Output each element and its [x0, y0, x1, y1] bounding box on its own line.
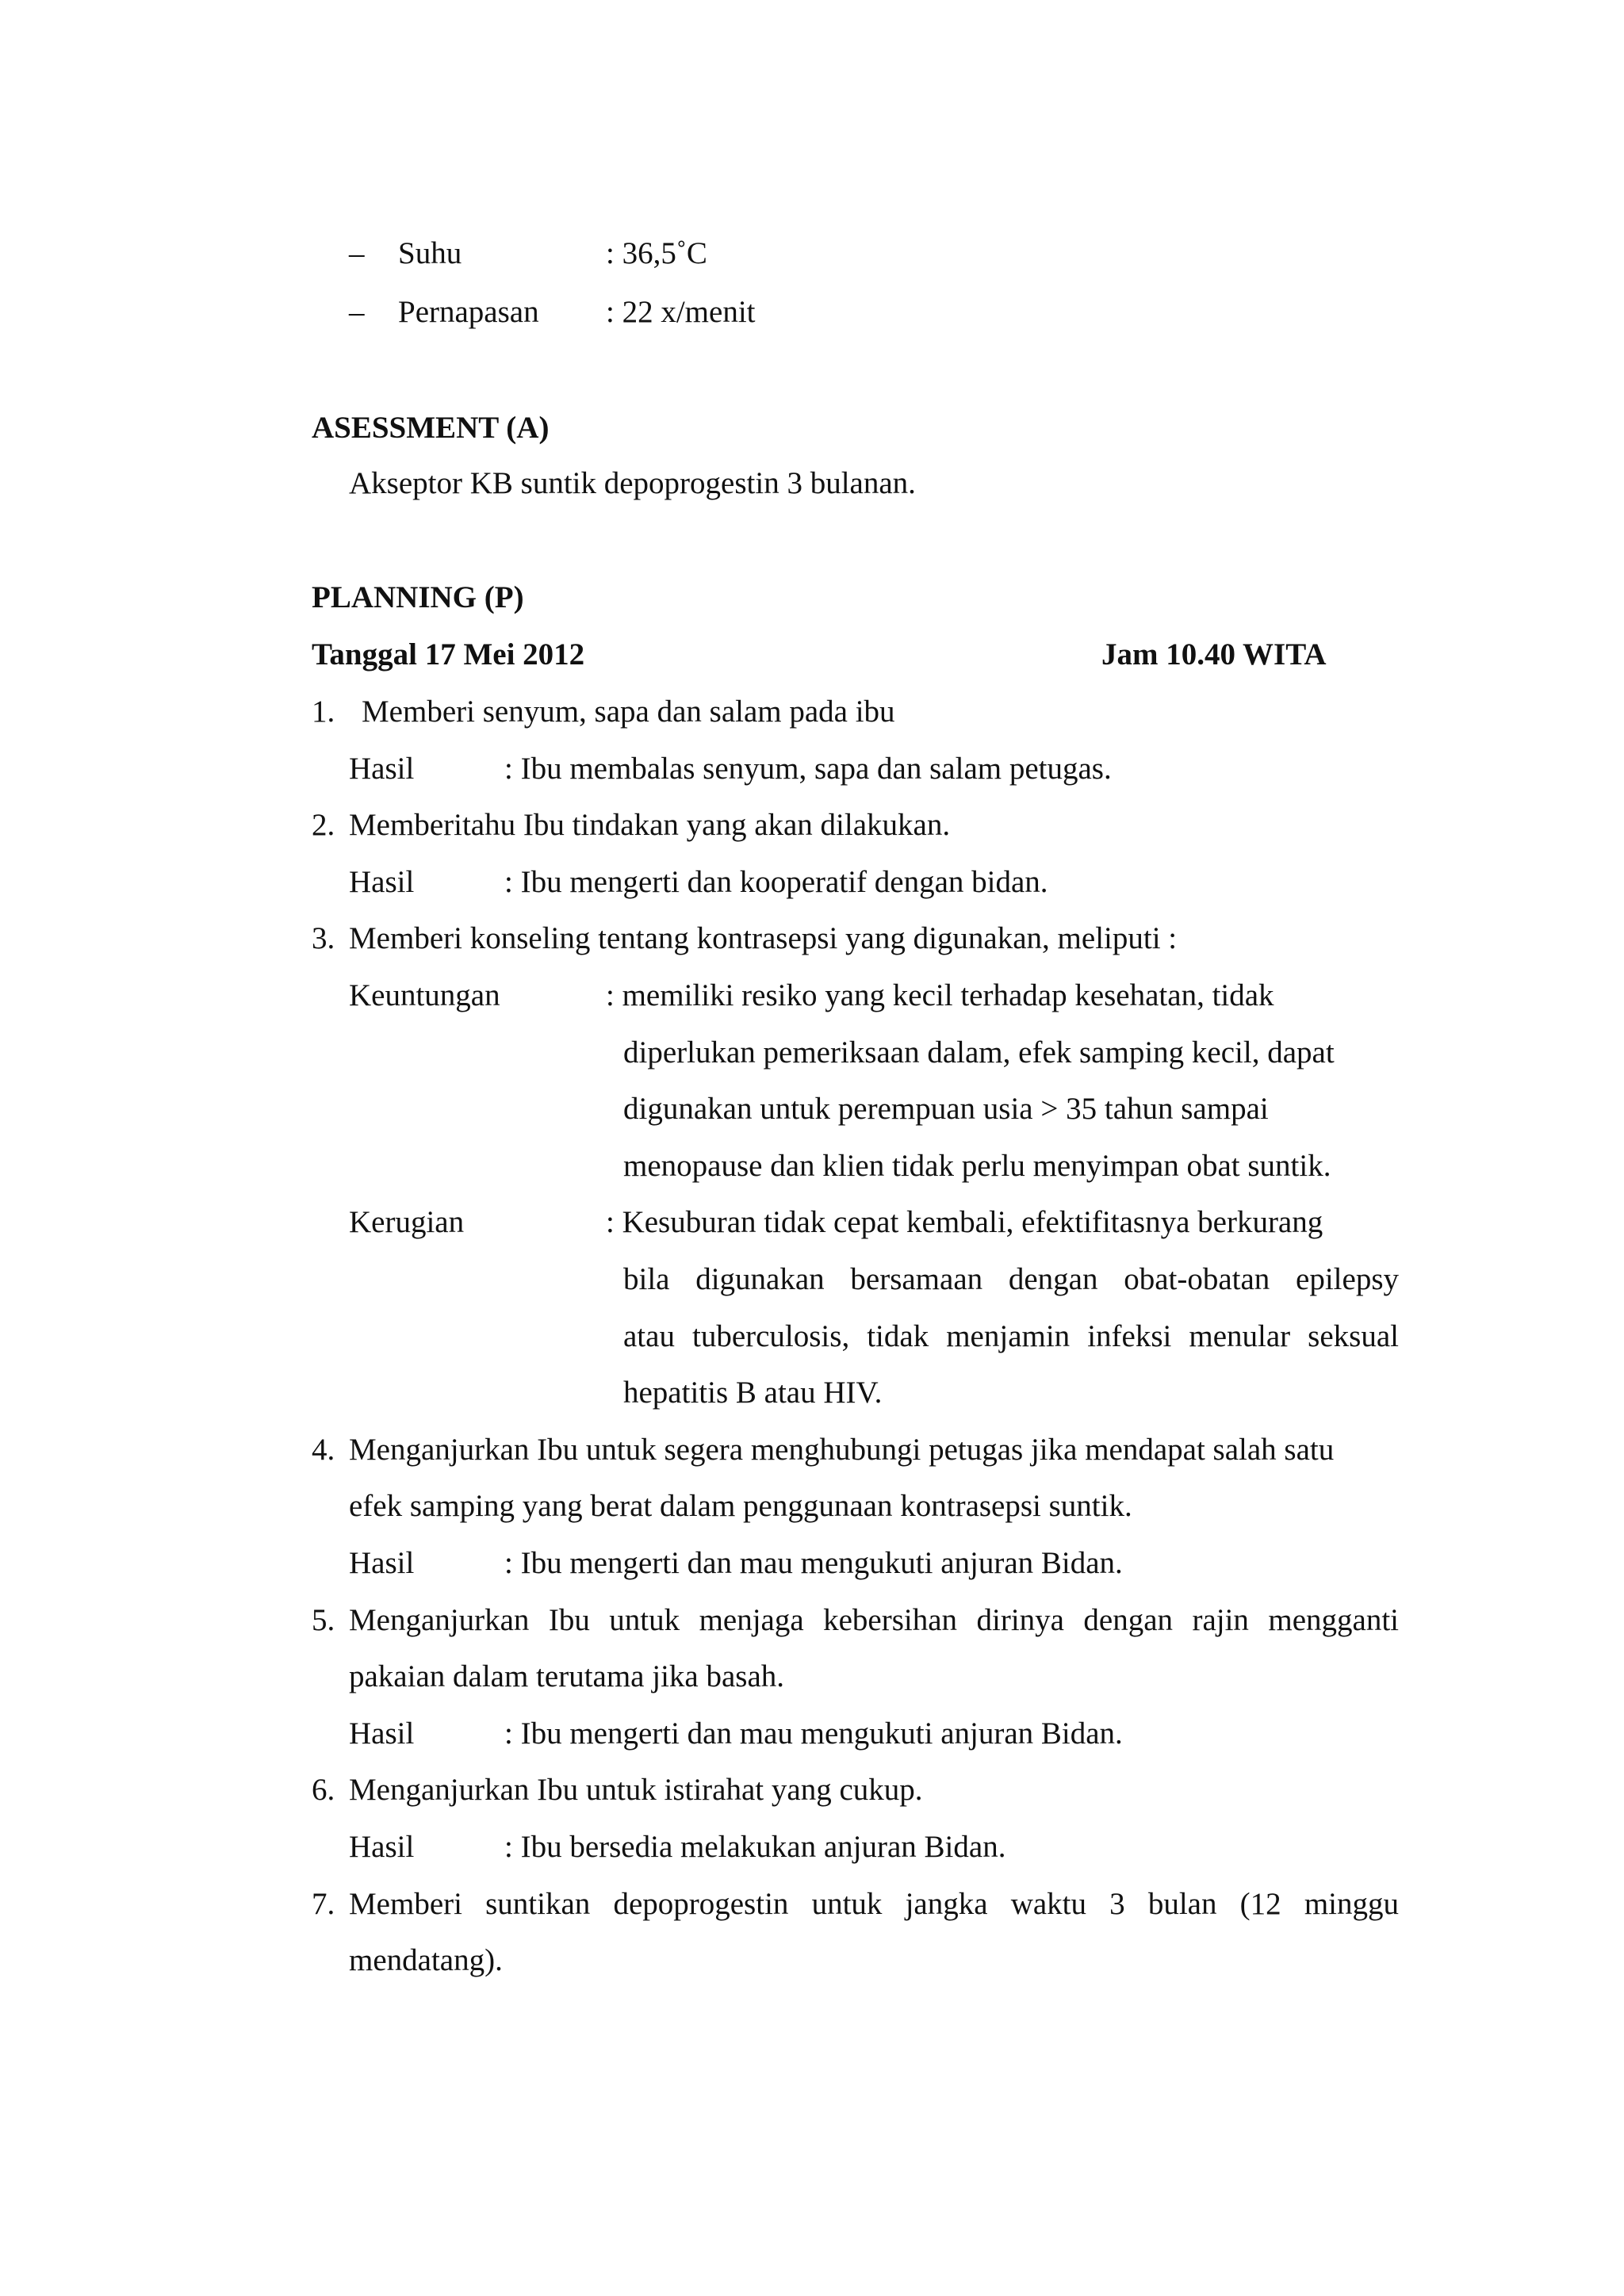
assessment-text: Akseptor KB suntik depoprogestin 3 bulanan. — [349, 466, 916, 500]
keuntungan-line: : memiliki resiko yang kecil terhadap kesehatan, tidak — [606, 978, 1274, 1012]
vital-dash: – — [349, 295, 365, 329]
item-number: 1. — [312, 695, 335, 729]
kerugian-label: Kerugian — [349, 1205, 465, 1239]
item-text: Memberi senyum, sapa dan salam pada ibu — [362, 695, 895, 729]
result-text: : Ibu mengerti dan mau mengukuti anjuran Bidan. — [504, 1716, 1123, 1751]
kerugian-line: hepatitis B atau HIV. — [623, 1376, 883, 1410]
kerugian-line: bila digunakan bersamaan dengan obat-obatan epilepsy — [623, 1262, 1399, 1296]
result-label: Hasil — [349, 752, 415, 786]
result-text: : Ibu mengerti dan mau mengukuti anjuran Bidan. — [504, 1546, 1123, 1580]
item-number: 5. — [312, 1603, 335, 1637]
item-text-line: Memberi suntikan depoprogestin untuk jangka waktu 3 bulan (12 minggu — [349, 1887, 1399, 1921]
item-number: 6. — [312, 1773, 335, 1807]
result-label: Hasil — [349, 1830, 415, 1864]
result-text: : Ibu mengerti dan kooperatif dengan bidan. — [504, 865, 1048, 899]
item-number: 7. — [312, 1887, 335, 1921]
vital-value-pernapasan: : 22 x/menit — [606, 295, 756, 329]
item-text-line: Menganjurkan Ibu untuk segera menghubungi petugas jika mendapat salah satu — [349, 1433, 1335, 1467]
planning-time: Jam 10.40 WITA — [1101, 637, 1327, 672]
item-number: 3. — [312, 921, 335, 955]
planning-heading: PLANNING (P) — [312, 580, 524, 614]
item-text-line: Menganjurkan Ibu untuk menjaga kebersihan dirinya dengan rajin mengganti — [349, 1603, 1399, 1637]
result-label: Hasil — [349, 1716, 415, 1751]
keuntungan-line: diperlukan pemeriksaan dalam, efek samping kecil, dapat — [623, 1035, 1335, 1070]
vital-label-suhu: Suhu — [398, 236, 462, 270]
keuntungan-line: menopause dan klien tidak perlu menyimpan obat suntik. — [623, 1149, 1331, 1183]
vital-dash: – — [349, 236, 365, 270]
vital-label-pernapasan: Pernapasan — [398, 295, 539, 329]
vital-value-suhu: : 36,5˚C — [606, 236, 707, 270]
item-text-line: efek samping yang berat dalam penggunaan kontrasepsi suntik. — [349, 1489, 1132, 1523]
keuntungan-label: Keuntungan — [349, 978, 500, 1012]
result-label: Hasil — [349, 865, 415, 899]
item-number: 4. — [312, 1433, 335, 1467]
item-text: Memberitahu Ibu tindakan yang akan dilakukan. — [349, 808, 951, 842]
result-text: : Ibu membalas senyum, sapa dan salam petugas. — [504, 752, 1112, 786]
result-text: : Ibu bersedia melakukan anjuran Bidan. — [504, 1830, 1006, 1864]
kerugian-line: atau tuberculosis, tidak menjamin infeksi menular seksual — [623, 1319, 1399, 1353]
result-label: Hasil — [349, 1546, 415, 1580]
item-number: 2. — [312, 808, 335, 842]
planning-date: Tanggal 17 Mei 2012 — [312, 637, 585, 672]
item-text: Memberi konseling tentang kontrasepsi yang digunakan, meliputi : — [349, 921, 1178, 955]
keuntungan-line: digunakan untuk perempuan usia > 35 tahun sampai — [623, 1092, 1269, 1126]
item-text: Menganjurkan Ibu untuk istirahat yang cukup. — [349, 1773, 923, 1807]
item-text-line: mendatang). — [349, 1943, 503, 1977]
kerugian-line: : Kesuburan tidak cepat kembali, efektifitasnya berkurang — [606, 1205, 1323, 1239]
assessment-heading: ASESSMENT (A) — [312, 411, 550, 445]
item-text-line: pakaian dalam terutama jika basah. — [349, 1659, 785, 1693]
